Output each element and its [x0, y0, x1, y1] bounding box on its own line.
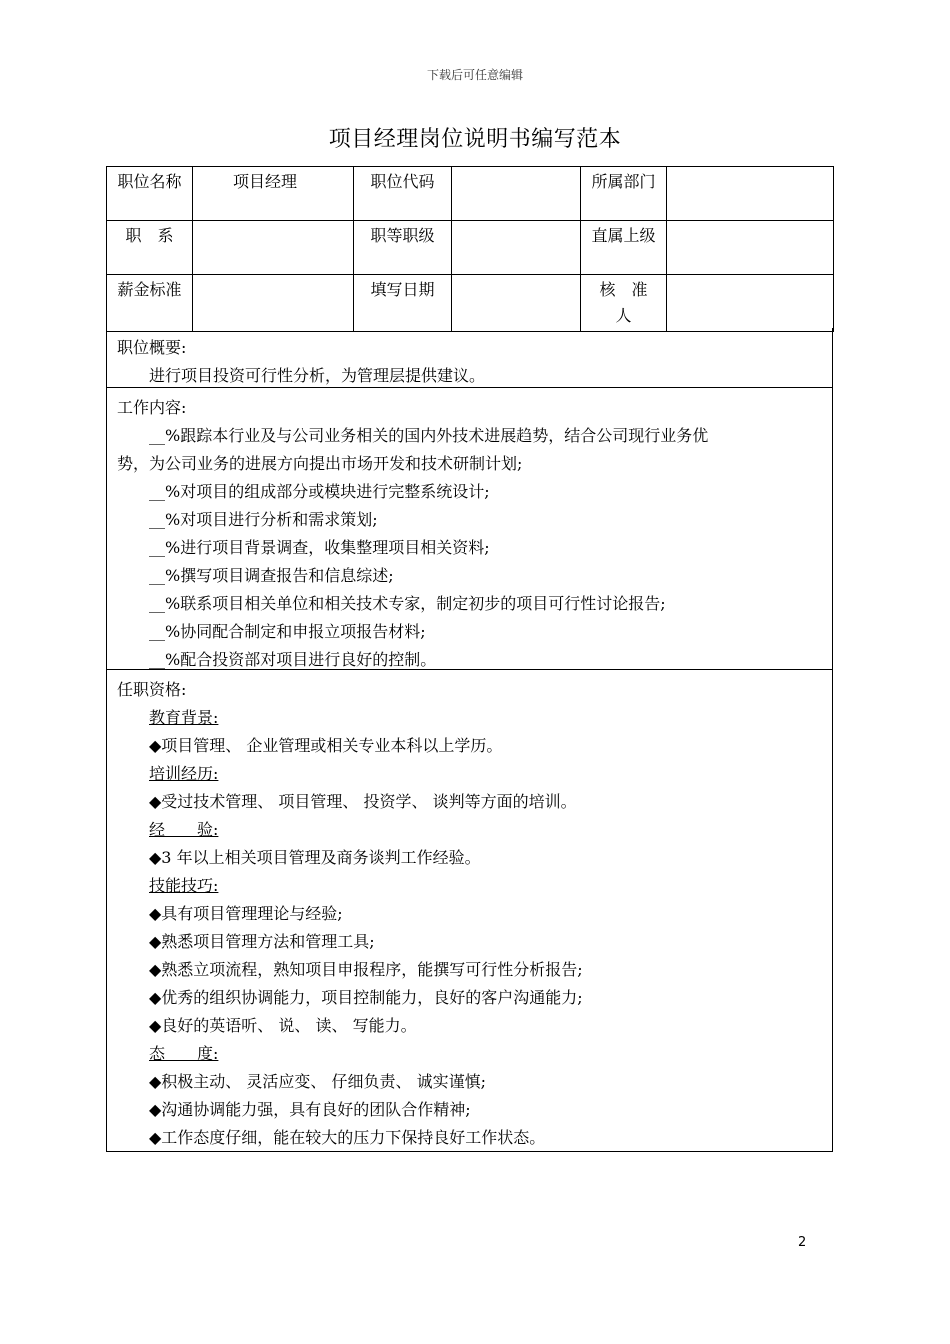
skill-item: ◆优秀的组织协调能力，项目控制能力，良好的客户沟通能力;: [149, 988, 583, 1007]
duties-heading: 工作内容:: [117, 398, 187, 417]
duty-item-continued: 势，为公司业务的进展方向提出市场开发和技术研制计划;: [117, 454, 523, 473]
summary-section: [106, 328, 833, 388]
skills-label: 技能技巧:: [149, 876, 219, 895]
skill-item: ◆良好的英语听、 说、 读、 写能力。: [149, 1016, 417, 1035]
duty-item: __%协同配合制定和申报立项报告材料;: [149, 622, 426, 641]
qualifications-section: [106, 670, 833, 1152]
education-item: ◆项目管理、 企业管理或相关专业本科以上学历。: [149, 736, 503, 755]
value-supervisor: [667, 221, 834, 275]
experience-label: 经 验:: [149, 820, 219, 839]
attitude-item: ◆工作态度仔细，能在较大的压力下保持良好工作状态。: [149, 1128, 546, 1147]
label-position-name: 职位名称: [107, 167, 193, 221]
value-position-name: 项目经理: [193, 167, 354, 221]
duties-section: [106, 388, 833, 670]
header-note: 下载后可任意编辑: [426, 68, 523, 82]
attitude-item: ◆积极主动、 灵活应变、 仔细负责、 诚实谨慎;: [149, 1072, 486, 1091]
summary-text: 进行项目投资可行性分析，为管理层提供建议。: [149, 366, 486, 385]
experience-item: ◆3 年以上相关项目管理及商务谈判工作经验。: [149, 848, 481, 867]
label-supervisor: 直属上级: [581, 221, 667, 275]
duty-item: __%对项目的组成部分或模块进行完整系统设计;: [149, 482, 490, 501]
duty-item: __%联系项目相关单位和相关技术专家，制定初步的项目可行性讨论报告;: [149, 594, 666, 613]
skill-item: ◆熟悉项目管理方法和管理工具;: [149, 932, 375, 951]
label-department: 所属部门: [581, 167, 667, 221]
value-salary: [193, 275, 354, 332]
label-fill-date: 填写日期: [354, 275, 452, 332]
training-item: ◆受过技术管理、 项目管理、 投资学、 谈判等方面的培训。: [149, 792, 577, 811]
duty-item: __%进行项目背景调查，收集整理项目相关资料;: [149, 538, 490, 557]
page-title: 项目经理岗位说明书编写范本: [328, 127, 622, 152]
value-position-code: [452, 167, 581, 221]
education-label: 教育背景:: [149, 708, 219, 727]
info-table: [106, 166, 834, 332]
label-position-code: 职位代码: [354, 167, 452, 221]
value-job-family: [193, 221, 354, 275]
table-row: [107, 167, 834, 221]
value-department: [667, 167, 834, 221]
duty-item: __%撰写项目调查报告和信息综述;: [149, 566, 394, 585]
qualifications-heading: 任职资格:: [117, 680, 187, 699]
value-approver: [667, 275, 834, 332]
attitude-item: ◆沟通协调能力强，具有良好的团队合作精神;: [149, 1100, 471, 1119]
skill-item: ◆熟悉立项流程，熟知项目申报程序，能撰写可行性分析报告;: [149, 960, 583, 979]
skill-item: ◆具有项目管理理论与经验;: [149, 904, 343, 923]
attitude-label: 态 度:: [149, 1044, 219, 1063]
page-number: 2: [798, 1235, 807, 1250]
table-row: [107, 275, 834, 332]
label-job-family: 职 系: [107, 221, 193, 275]
value-grade: [452, 221, 581, 275]
duty-item: __%跟踪本行业及与公司业务相关的国内外技术进展趋势，结合公司现行业务优: [149, 426, 709, 445]
value-fill-date: [452, 275, 581, 332]
label-grade: 职等职级: [354, 221, 452, 275]
table-row: [107, 221, 834, 275]
duty-item: __%对项目进行分析和需求策划;: [149, 510, 378, 529]
duty-item: __%配合投资部对项目进行良好的控制。: [149, 650, 437, 669]
training-label: 培训经历:: [149, 764, 219, 783]
summary-heading: 职位概要:: [117, 338, 187, 357]
label-approver: 核 准 人: [581, 275, 667, 332]
label-salary: 薪金标准: [107, 275, 193, 332]
